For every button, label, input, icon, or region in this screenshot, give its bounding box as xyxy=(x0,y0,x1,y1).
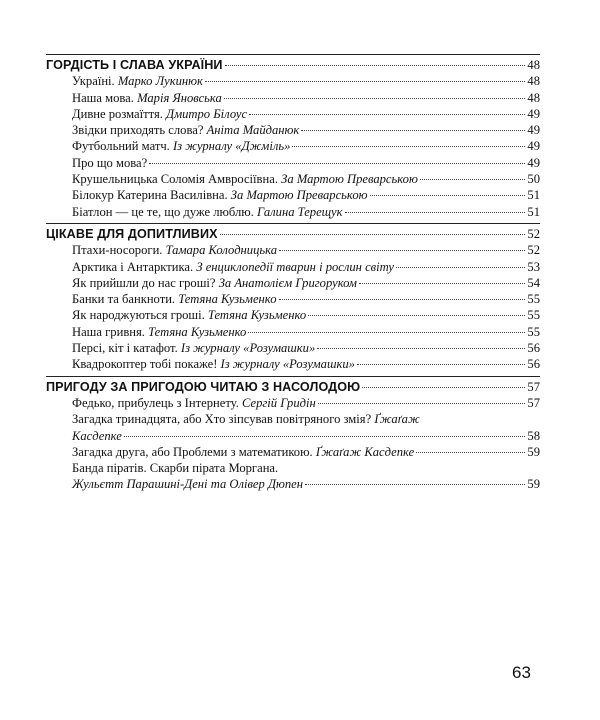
toc-entry xyxy=(46,73,540,89)
dot-leader xyxy=(370,195,526,196)
toc-entry xyxy=(46,395,540,411)
toc-section xyxy=(46,223,540,373)
entry-page: 50 xyxy=(527,172,540,187)
entry-page: 57 xyxy=(527,395,540,410)
entry-page: 56 xyxy=(527,341,540,356)
entry-title: Арктика і Антарктика. xyxy=(72,259,194,274)
entry-author: Дмитро Білоус xyxy=(166,106,248,121)
section-page: 52 xyxy=(527,226,540,241)
entry-title: Білокур Катерина Василівна. xyxy=(72,188,228,203)
entry-page: 51 xyxy=(527,204,540,219)
entry-page: 49 xyxy=(527,155,540,170)
entry-title: Біатлон — це те, що дуже люблю. xyxy=(72,204,254,219)
toc-entry xyxy=(46,307,540,323)
toc-entry xyxy=(46,106,540,122)
dot-leader xyxy=(279,299,526,300)
dot-leader xyxy=(396,267,525,268)
dot-leader xyxy=(317,348,525,349)
toc-entry xyxy=(46,138,540,154)
toc-entry xyxy=(46,187,540,203)
toc-entry xyxy=(46,275,540,291)
entry-page: 58 xyxy=(527,428,540,443)
dot-leader xyxy=(225,65,526,66)
entry-page: 55 xyxy=(527,308,540,323)
entry-title: Банки та банкноти. xyxy=(72,292,176,307)
toc-entry xyxy=(46,90,540,106)
entry-author: Тетяна Кузьменко xyxy=(178,292,277,307)
dot-leader xyxy=(318,403,526,404)
dot-leader xyxy=(149,163,525,164)
entry-page: 49 xyxy=(527,123,540,138)
section-title: ГОРДІСТЬ І СЛАВА УКРАЇНИ xyxy=(46,58,223,72)
entry-title: Про що мова? xyxy=(72,155,148,170)
entry-title: Птахи-носороги. xyxy=(72,243,163,258)
entry-page: 48 xyxy=(527,74,540,89)
entry-title: Квадрокоптер тобі покаже! xyxy=(72,357,218,372)
entry-title: Наша гривня. xyxy=(72,324,145,339)
dot-leader xyxy=(305,484,525,485)
dot-leader xyxy=(124,436,526,437)
entry-author: Із журналу «Розумашки» xyxy=(180,341,316,356)
dot-leader xyxy=(292,146,525,147)
entry-author: Ґжаґаж Касдепке xyxy=(315,444,415,459)
entry-page: 59 xyxy=(527,444,540,459)
toc-entry xyxy=(46,324,540,340)
entry-page: 53 xyxy=(527,259,540,274)
toc-entry xyxy=(46,460,540,493)
entry-title: Як прийшли до нас гроші? xyxy=(72,275,216,290)
entry-page: 48 xyxy=(527,90,540,105)
entry-title: Загадка друга, або Проблеми з математикою. xyxy=(72,444,313,459)
entry-author: Ґжаґаж xyxy=(374,412,420,427)
entry-author: Тамара Колодницька xyxy=(165,243,278,258)
dot-leader xyxy=(249,114,525,115)
entry-author: Марко Лукинюк xyxy=(117,74,203,89)
dot-leader xyxy=(205,81,525,82)
entry-title: Персі, кіт і катафот. xyxy=(72,341,178,356)
toc-entry xyxy=(46,155,540,171)
toc-entry xyxy=(46,444,540,460)
dot-leader xyxy=(224,98,526,99)
entry-author: Сергій Гридін xyxy=(242,395,316,410)
section-heading xyxy=(46,57,540,73)
entry-author-continued: Касдепке xyxy=(72,428,122,443)
section-page: 48 xyxy=(527,58,540,72)
dot-leader xyxy=(279,250,525,251)
section-title: ЦІКАВЕ ДЛЯ ДОПИТЛИВИХ xyxy=(46,226,218,241)
section-page: 57 xyxy=(527,379,540,394)
entry-title: Банда піратів. Скарби пірата Моргана. xyxy=(72,461,279,476)
toc-entry xyxy=(46,411,540,444)
dot-leader xyxy=(301,130,525,131)
toc-entry xyxy=(46,340,540,356)
entry-author: Із журналу «Джміль» xyxy=(172,139,291,154)
dot-leader xyxy=(359,283,525,284)
toc-section xyxy=(46,54,540,220)
toc-entry xyxy=(46,291,540,307)
toc-entry xyxy=(46,242,540,258)
section-title: ПРИГОДУ ЗА ПРИГОДОЮ ЧИТАЮ З НАСОЛОДОЮ xyxy=(46,379,361,394)
toc-entry xyxy=(46,356,540,372)
entry-page: 56 xyxy=(527,357,540,372)
toc-entry xyxy=(46,171,540,187)
entry-page: 54 xyxy=(527,275,540,290)
entry-title: Крушельницька Соломія Амвросіївна. xyxy=(72,172,278,187)
entry-author: Тетяна Кузьменко xyxy=(148,324,247,339)
dot-leader xyxy=(357,364,525,365)
entry-author: З енциклопедії тварин і рослин світу xyxy=(196,259,395,274)
entry-title: Україні. xyxy=(72,74,115,89)
entry-author: Тетяна Кузьменко xyxy=(207,308,307,323)
dot-leader xyxy=(416,452,525,453)
entry-author: За Анатолієм Григоруком xyxy=(218,275,357,290)
dot-leader xyxy=(308,315,525,316)
dot-leader xyxy=(362,387,525,388)
entry-page: 55 xyxy=(527,292,540,307)
entry-page: 55 xyxy=(527,324,540,339)
dot-leader xyxy=(248,332,525,333)
toc-entry xyxy=(46,259,540,275)
entry-page: 49 xyxy=(527,106,540,121)
entry-author: Марія Яновська xyxy=(137,90,222,105)
page-number: 63 xyxy=(512,663,531,682)
entry-title: Звідки приходять слова? xyxy=(72,123,204,138)
entry-page: 49 xyxy=(527,139,540,154)
toc-entry xyxy=(46,204,540,220)
entry-author-continued: Жульєтт Парашині-Дені та Олівер Дюпен xyxy=(72,477,303,492)
dot-leader xyxy=(420,179,526,180)
dot-leader xyxy=(345,212,526,213)
entry-author: Аніта Майданюк xyxy=(206,123,300,138)
entry-title: Як народжуються гроші. xyxy=(72,308,205,323)
entry-title: Загадка тринадцята, або Хто зіпсував повітряного змія? xyxy=(72,412,372,427)
entry-author: За Мартою Преварською xyxy=(230,188,368,203)
toc-entry xyxy=(46,122,540,138)
entry-title: Дивне розмаїття. xyxy=(72,106,163,121)
dot-leader xyxy=(220,234,526,235)
entry-page: 51 xyxy=(527,188,540,203)
entry-page: 59 xyxy=(527,477,540,492)
section-heading xyxy=(46,379,540,395)
entry-title: Наша мова. xyxy=(72,90,134,105)
table-of-contents xyxy=(46,54,540,493)
section-heading xyxy=(46,226,540,242)
entry-author: Галина Терещук xyxy=(257,204,343,219)
entry-title: Футбольний матч. xyxy=(72,139,170,154)
toc-section xyxy=(46,376,540,493)
entry-author: За Мартою Преварською xyxy=(281,172,418,187)
entry-page: 52 xyxy=(527,243,540,258)
entry-author: Із журналу «Розумашки» xyxy=(220,357,355,372)
entry-title: Федько, прибулець з Інтернету. xyxy=(72,395,239,410)
